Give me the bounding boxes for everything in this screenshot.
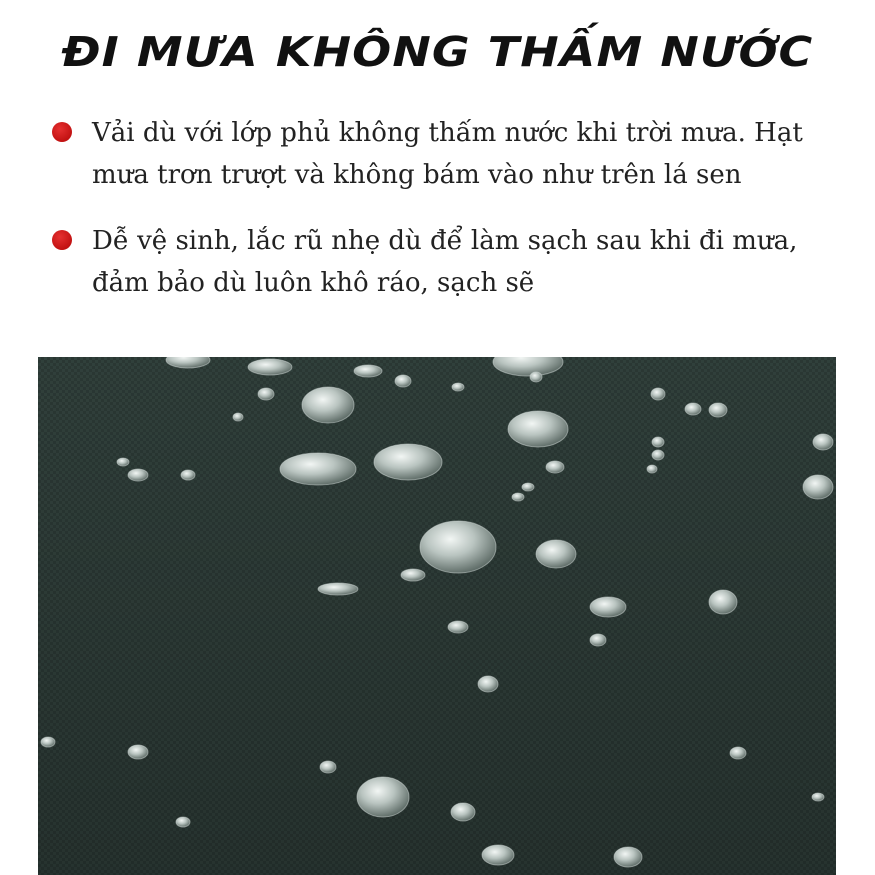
water-droplet bbox=[452, 383, 464, 391]
water-droplet bbox=[318, 583, 358, 595]
water-droplet bbox=[590, 597, 626, 617]
water-droplet bbox=[117, 458, 129, 466]
water-droplet bbox=[512, 493, 524, 501]
water-droplet bbox=[448, 621, 468, 633]
bullet-text: Vải dù với lớp phủ không thấm nước khi trời mưa. Hạt mưa trơn trượt và không bám vào như trên lá sen bbox=[92, 118, 803, 190]
water-droplet bbox=[813, 434, 833, 450]
water-droplet bbox=[536, 540, 576, 568]
water-droplet bbox=[803, 475, 833, 499]
water-droplet bbox=[652, 450, 664, 460]
water-droplet bbox=[530, 372, 542, 382]
list-item bbox=[52, 220, 842, 304]
water-droplet bbox=[546, 461, 564, 473]
water-droplet bbox=[181, 470, 195, 480]
water-droplet bbox=[651, 388, 665, 400]
water-droplet bbox=[647, 465, 657, 473]
water-droplet bbox=[614, 847, 642, 867]
water-droplet bbox=[302, 387, 354, 423]
fabric-water-droplets-photo bbox=[38, 357, 836, 875]
water-droplet bbox=[357, 777, 409, 817]
water-droplet bbox=[176, 817, 190, 827]
feature-list bbox=[52, 112, 842, 328]
water-droplet bbox=[451, 803, 475, 821]
water-droplet bbox=[709, 403, 727, 417]
water-droplet bbox=[258, 388, 274, 400]
water-droplet bbox=[482, 845, 514, 865]
water-droplet bbox=[590, 634, 606, 646]
water-droplet bbox=[248, 359, 292, 375]
bullet-text: Dễ vệ sinh, lắc rũ nhẹ dù để làm sạch sau khi đi mưa, đảm bảo dù luôn khô ráo, sạch sẽ bbox=[92, 226, 798, 298]
water-droplet bbox=[522, 483, 534, 491]
water-droplet bbox=[420, 521, 496, 573]
water-droplet bbox=[478, 676, 498, 692]
water-droplet bbox=[320, 761, 336, 773]
list-item bbox=[52, 112, 842, 196]
water-droplet bbox=[395, 375, 411, 387]
water-droplet bbox=[652, 437, 664, 447]
water-droplet bbox=[401, 569, 425, 581]
water-droplet bbox=[812, 793, 824, 801]
water-droplet bbox=[354, 365, 382, 377]
water-droplet bbox=[374, 444, 442, 480]
red-dot-icon bbox=[52, 230, 72, 250]
water-droplet bbox=[41, 737, 55, 747]
red-dot-icon bbox=[52, 122, 72, 142]
water-droplet bbox=[233, 413, 243, 421]
water-droplet bbox=[280, 453, 356, 485]
water-droplet bbox=[730, 747, 746, 759]
page-title: ĐI MƯA KHÔNG THẤM NƯỚC bbox=[61, 28, 814, 76]
water-droplet bbox=[709, 590, 737, 614]
water-droplet bbox=[508, 411, 568, 447]
water-droplet bbox=[128, 469, 148, 481]
water-droplet bbox=[128, 745, 148, 759]
water-droplet bbox=[685, 403, 701, 415]
